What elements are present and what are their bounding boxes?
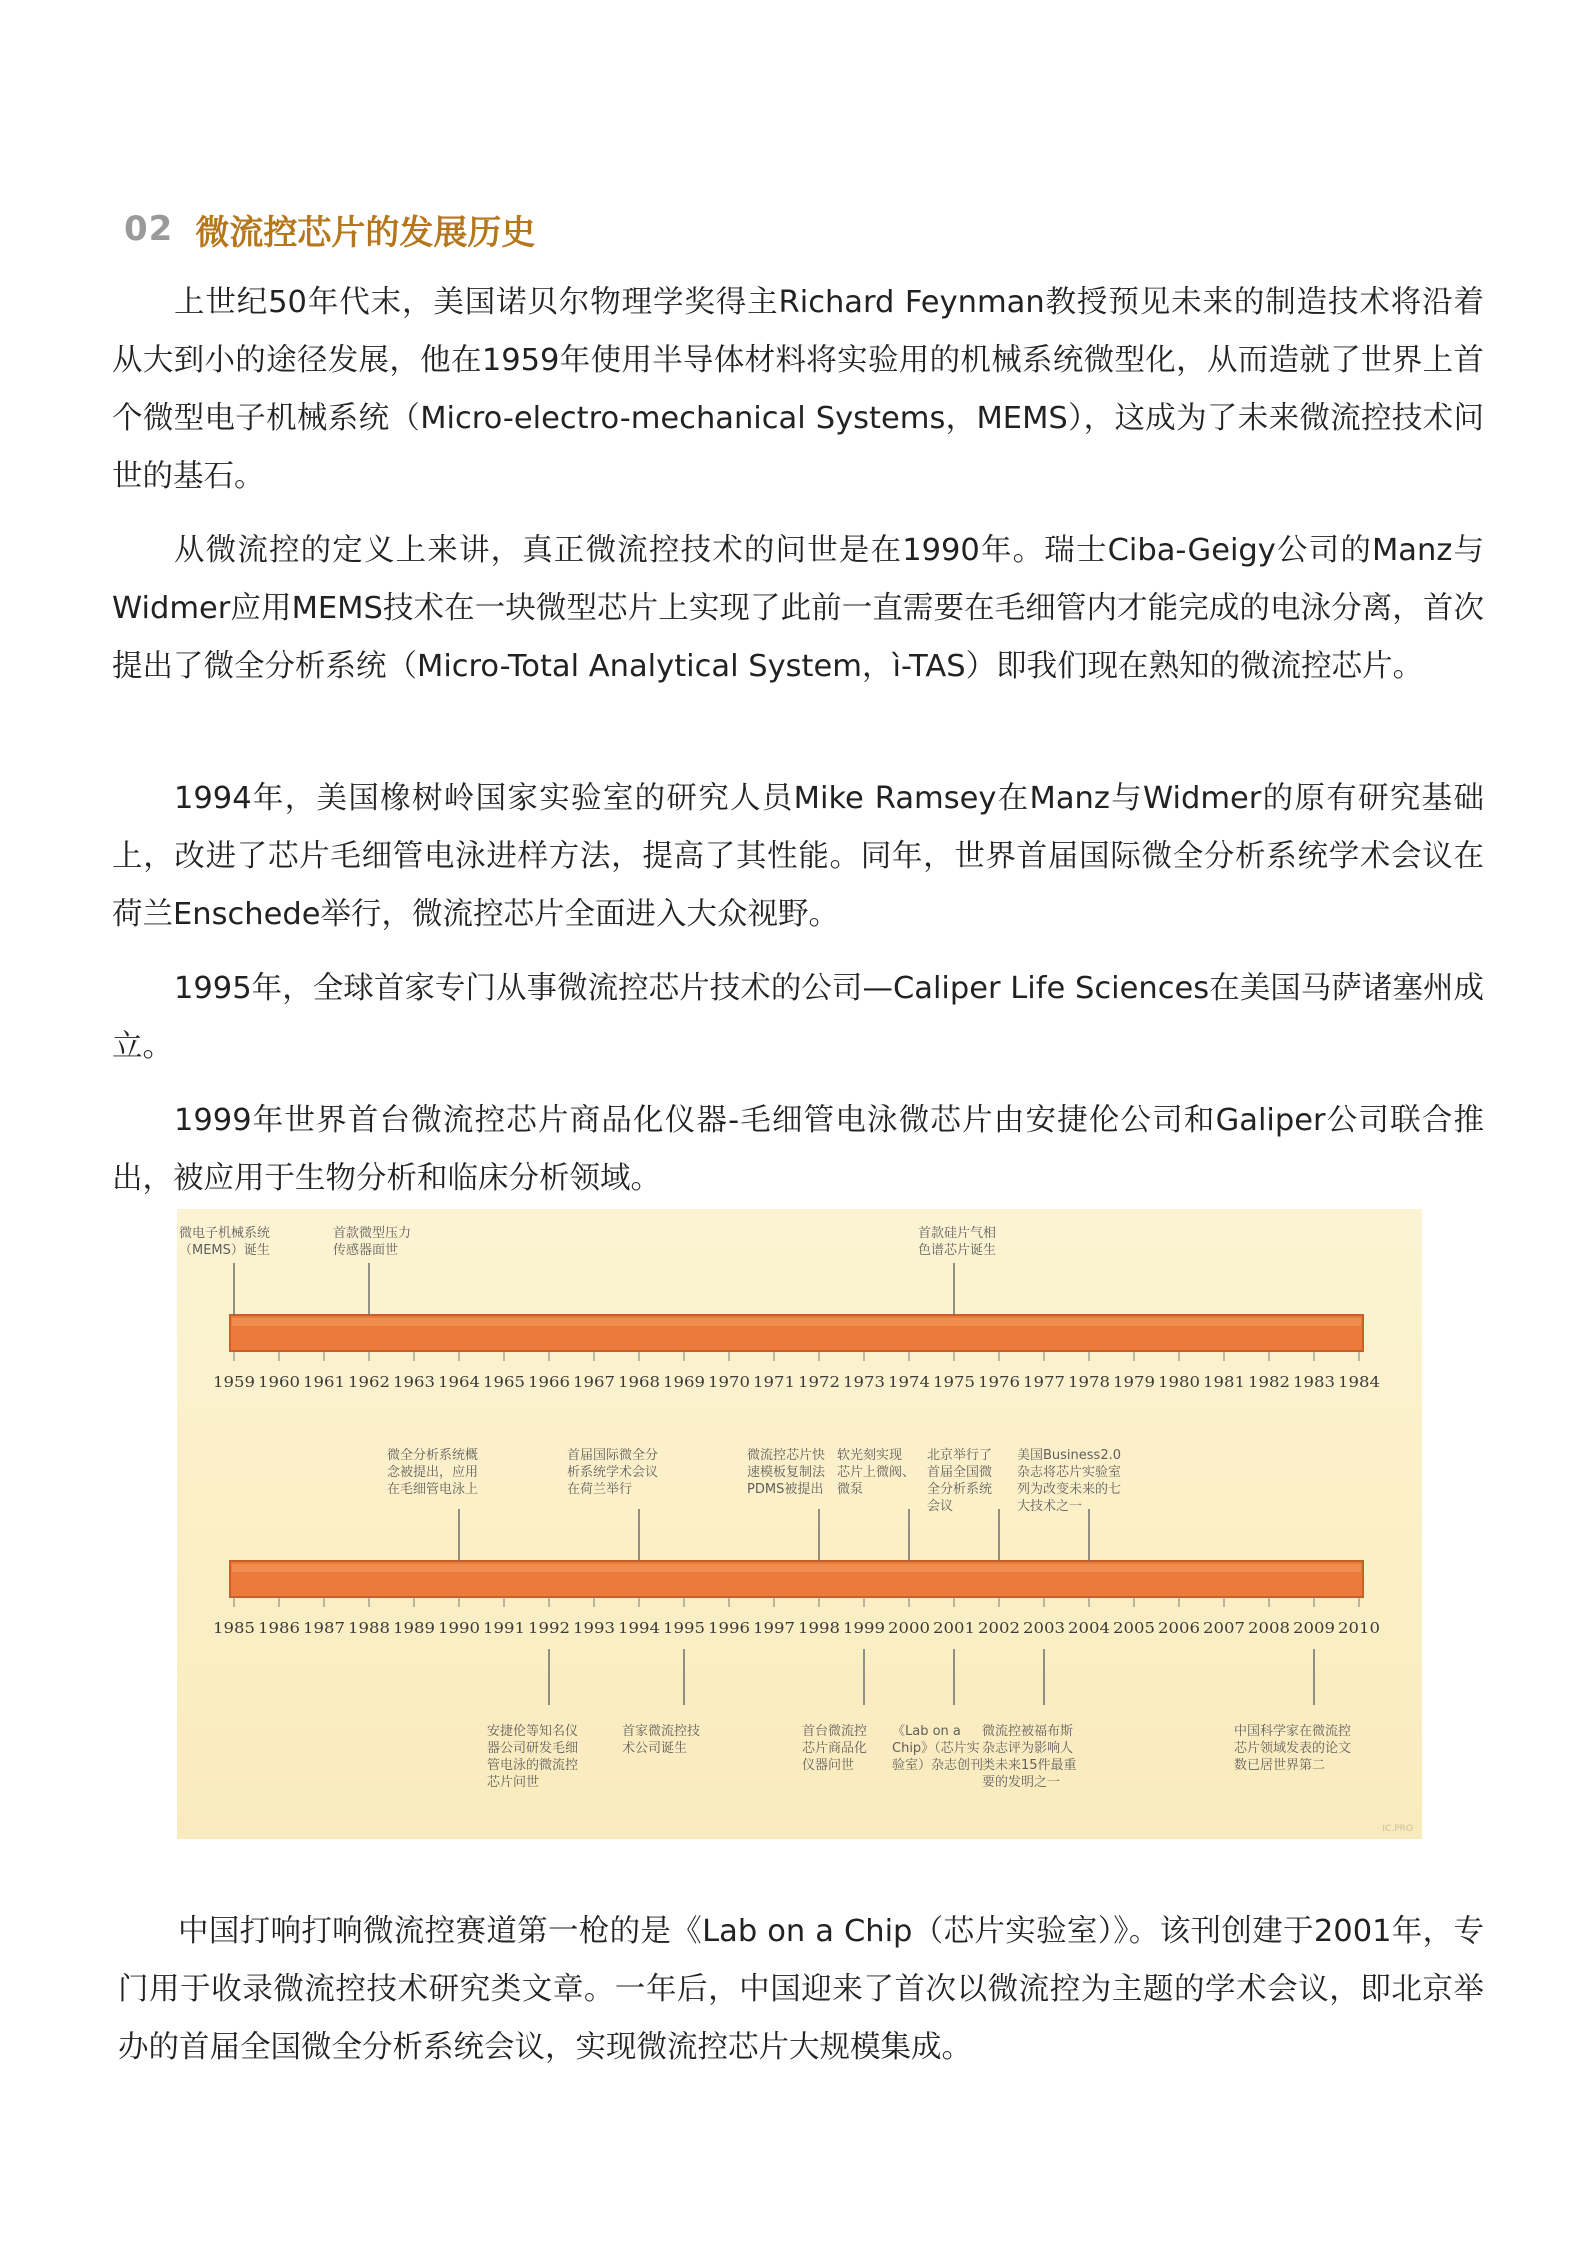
year-label: 1963 xyxy=(393,1373,435,1391)
year-label: 1969 xyxy=(663,1373,705,1391)
event-label: 美国Business2.0 xyxy=(1017,1448,1122,1463)
year-label: 2003 xyxy=(1023,1619,1065,1637)
year-label: 1980 xyxy=(1158,1373,1200,1391)
event-label: 类未来15件最重 xyxy=(982,1758,1077,1773)
event-label: 软光刻实现 xyxy=(837,1448,903,1463)
event-label: 术公司诞生 xyxy=(622,1741,688,1756)
year-label: 1961 xyxy=(303,1373,345,1391)
event-label: 器公司研发毛细 xyxy=(487,1741,579,1756)
event-label: 在荷兰举行 xyxy=(567,1482,633,1497)
year-label: 1992 xyxy=(528,1619,570,1637)
section-number: 02 xyxy=(124,209,174,249)
event-label: 微电子机械系统 xyxy=(179,1226,271,1241)
event-label: 微流控被福布斯 xyxy=(982,1724,1074,1739)
event-label: 微泵 xyxy=(837,1482,864,1497)
year-label: 1981 xyxy=(1203,1373,1245,1391)
year-label: 2004 xyxy=(1068,1619,1110,1637)
event-label: 数已居世界第二 xyxy=(1234,1758,1326,1773)
year-label: 1971 xyxy=(753,1373,795,1391)
event-label: 首届国际微全分 xyxy=(567,1448,659,1463)
year-label: 1962 xyxy=(348,1373,390,1391)
event-label: PDMS被提出 xyxy=(747,1482,824,1497)
event-label: 芯片问世 xyxy=(487,1775,540,1790)
year-label: 2000 xyxy=(888,1619,930,1637)
event-label: 念被提出，应用 xyxy=(387,1465,479,1480)
year-label: 2005 xyxy=(1113,1619,1155,1637)
event-label: （MEMS）诞生 xyxy=(179,1243,270,1258)
year-label: 1982 xyxy=(1248,1373,1290,1391)
event-label: 芯片商品化 xyxy=(802,1741,868,1756)
year-label: 1993 xyxy=(573,1619,615,1637)
event-label: 《Lab on a xyxy=(892,1724,961,1739)
year-label: 1995 xyxy=(663,1619,705,1637)
year-label: 2009 xyxy=(1293,1619,1335,1637)
year-label: 1968 xyxy=(618,1373,660,1391)
event-label: 首家微流控技 xyxy=(622,1724,701,1739)
year-label: 1975 xyxy=(933,1373,975,1391)
year-label: 2008 xyxy=(1248,1619,1290,1637)
year-label: 1991 xyxy=(483,1619,525,1637)
event-label: Chip》（芯片实 xyxy=(892,1741,980,1756)
year-label: 1988 xyxy=(348,1619,390,1637)
year-label: 2006 xyxy=(1158,1619,1200,1637)
year-label: 1979 xyxy=(1113,1373,1155,1391)
paragraph-feynman: 上世纪50年代末，美国诺贝尔物理学奖得主Richard Feynman教授预见未来的制造技术将沿着从大到小的途径发展，他在1959年使用半导体材料将实验用的机械系统微型化，从而造就了世界上首个微型电子机械系统（Micro-electro-mechanical Systems，MEMS），这成为了未来微流控技术问世的基石。 xyxy=(112,285,1484,494)
year-label: 1964 xyxy=(438,1373,480,1391)
year-label: 1965 xyxy=(483,1373,525,1391)
event-label: 列为改变未来的七 xyxy=(1017,1482,1122,1497)
year-label: 1999 xyxy=(843,1619,885,1637)
year-label: 1987 xyxy=(303,1619,345,1637)
event-label: 北京举行了 xyxy=(927,1448,993,1463)
year-label: 1978 xyxy=(1068,1373,1110,1391)
event-label: 要的发明之一 xyxy=(982,1775,1061,1790)
year-label: 1998 xyxy=(798,1619,840,1637)
event-label: 微流控芯片快 xyxy=(747,1448,826,1463)
year-label: 2001 xyxy=(933,1619,975,1637)
event-label: 安捷伦等知名仪 xyxy=(487,1724,579,1739)
year-label: 1997 xyxy=(753,1619,795,1637)
event-label: 首台微流控 xyxy=(802,1724,868,1739)
year-label: 1989 xyxy=(393,1619,435,1637)
year-label: 1966 xyxy=(528,1373,570,1391)
watermark: IC.PRO xyxy=(1382,1824,1413,1834)
event-label: 析系统学术会议 xyxy=(567,1465,659,1480)
event-label: 色谱芯片诞生 xyxy=(918,1243,997,1258)
event-label: 杂志将芯片实验室 xyxy=(1017,1465,1122,1480)
year-label: 1983 xyxy=(1293,1373,1335,1391)
year-label: 1996 xyxy=(708,1619,750,1637)
timeline-svg xyxy=(177,1209,1422,1839)
event-label: 微全分析系统概 xyxy=(387,1448,479,1463)
event-label: 大技术之一 xyxy=(1017,1499,1083,1514)
event-label: 速模板复制法 xyxy=(747,1465,826,1480)
section-heading xyxy=(124,204,535,254)
year-label: 1990 xyxy=(438,1619,480,1637)
year-label: 1986 xyxy=(258,1619,300,1637)
timeline-bar-1985-2010-highlight xyxy=(232,1564,1361,1572)
timeline-figure xyxy=(177,1209,1422,1839)
event-label: 首款微型压力 xyxy=(333,1226,412,1241)
year-label: 1972 xyxy=(798,1373,840,1391)
year-label: 1970 xyxy=(708,1373,750,1391)
paragraph-1990: 从微流控的定义上来讲，真正微流控技术的问世是在1990年。瑞士Ciba-Geigy公司的Manz与Widmer应用MEMS技术在一块微型芯片上实现了此前一直需要在毛细管内才能完成的电泳分离，首次提出了微全分析系统（Micro-Total Analytical System，ì-TAS）即我们现在熟知的微流控芯片。 xyxy=(112,533,1484,684)
event-label: 杂志评为影响人 xyxy=(982,1741,1074,1756)
year-label: 1960 xyxy=(258,1373,300,1391)
event-label: 仪器问世 xyxy=(802,1758,855,1773)
year-label: 1994 xyxy=(618,1619,660,1637)
section-title: 微流控芯片的发展历史 xyxy=(195,212,536,253)
event-label: 首届全国微 xyxy=(927,1465,993,1480)
event-label: 验室）杂志创刊 xyxy=(892,1758,984,1773)
event-label: 首款硅片气相 xyxy=(918,1226,997,1241)
year-label: 1967 xyxy=(573,1373,615,1391)
year-label: 1984 xyxy=(1338,1373,1380,1391)
paragraph-lab-on-a-chip: 中国打响打响微流控赛道第一枪的是《Lab on a Chip（芯片实验室）》。该刊创建于2001年，专门用于收录微流控技术研究类文章。一年后，中国迎来了首次以微流控为主题的学术会议，即北京举办的首届全国微全分析系统会议，实现微流控芯片大规模集成。 xyxy=(118,1914,1484,2065)
year-label: 1976 xyxy=(978,1373,1020,1391)
year-label: 1985 xyxy=(213,1619,255,1637)
paragraph-1995: 1995年，全球首家专门从事微流控芯片技术的公司—Caliper Life Sciences在美国马萨诸塞州成立。 xyxy=(112,971,1484,1064)
year-label: 1959 xyxy=(213,1373,255,1391)
year-label: 2002 xyxy=(978,1619,1020,1637)
event-label: 全分析系统 xyxy=(927,1482,993,1497)
year-label: 1974 xyxy=(888,1373,930,1391)
timeline-bar-1959-1984-highlight xyxy=(232,1318,1361,1326)
paragraph-1994: 1994年，美国橡树岭国家实验室的研究人员Mike Ramsey在Manz与Widmer的原有研究基础上，改进了芯片毛细管电泳进样方法，提高了其性能。同年，世界首届国际微全分析系统学术会议在荷兰Enschede举行，微流控芯片全面进入大众视野。 xyxy=(112,781,1484,932)
year-label: 2010 xyxy=(1338,1619,1380,1637)
paragraph-1999: 1999年世界首台微流控芯片商品化仪器-毛细管电泳微芯片由安捷伦公司和Galiper公司联合推出，被应用于生物分析和临床分析领域。 xyxy=(112,1103,1484,1196)
event-label: 在毛细管电泳上 xyxy=(387,1482,479,1497)
event-label: 管电泳的微流控 xyxy=(487,1758,579,1773)
event-label: 会议 xyxy=(927,1499,954,1514)
year-label: 1977 xyxy=(1023,1373,1065,1391)
event-label: 传感器面世 xyxy=(333,1243,399,1258)
event-label: 芯片上微阀、 xyxy=(837,1465,916,1480)
year-label: 1973 xyxy=(843,1373,885,1391)
event-label: 中国科学家在微流控 xyxy=(1234,1724,1352,1739)
event-label: 芯片领域发表的论文 xyxy=(1234,1741,1352,1756)
year-label: 2007 xyxy=(1203,1619,1245,1637)
